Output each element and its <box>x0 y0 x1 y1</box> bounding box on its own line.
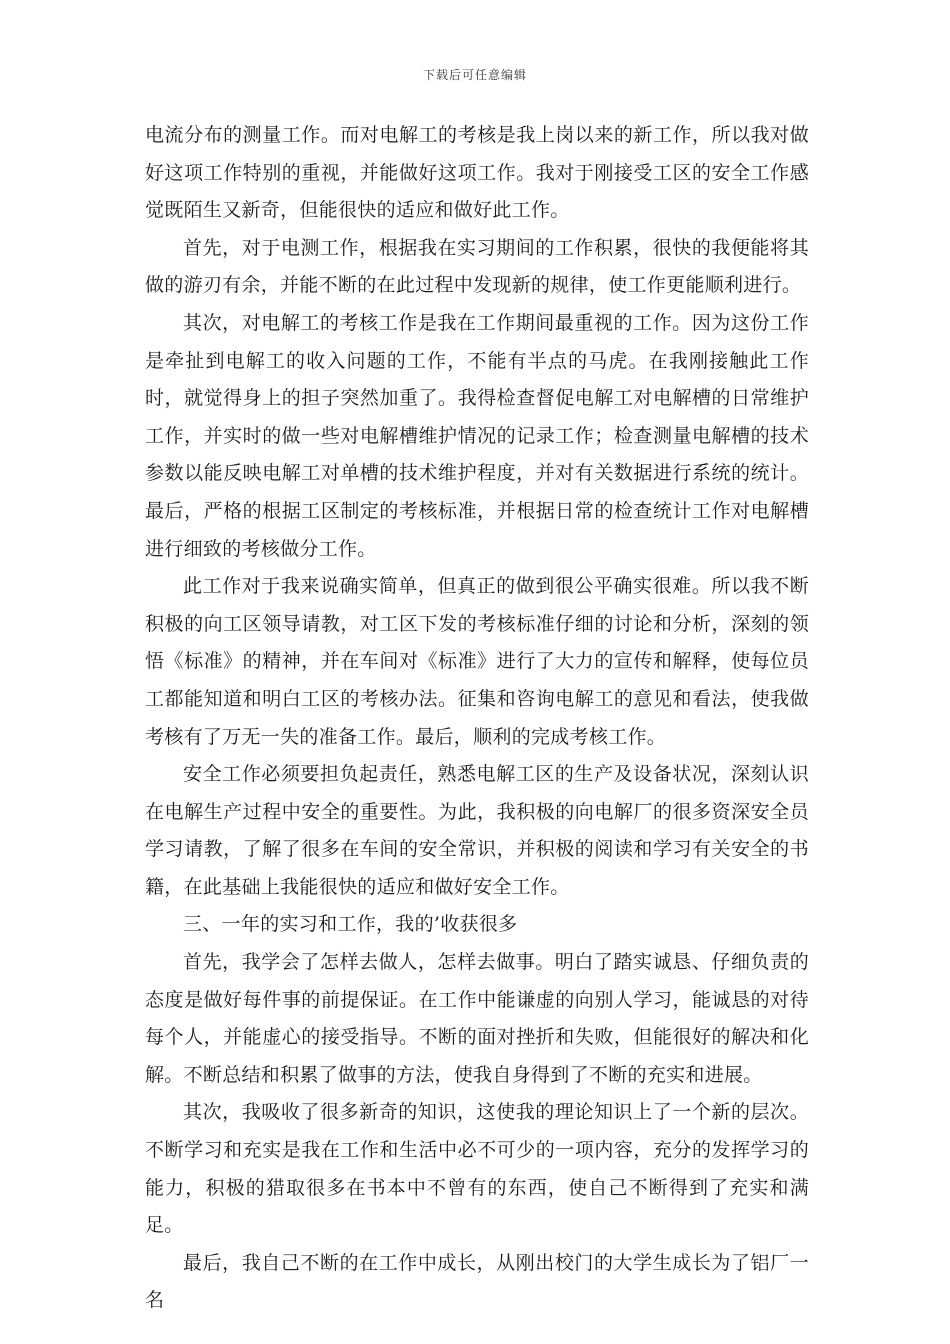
document-body <box>145 117 809 1320</box>
paragraph: 其次，对电解工的考核工作是我在工作期间最重视的工作。因为这份工作是牵扯到电解工的收入问题的工作，不能有半点的马虎。在我刚接触此工作时，就觉得身上的担子突然加重了。我得检查督促电解工对电解槽的日常维护工作，并实时的做一些对电解槽维护情况的记录工作；检查测量电解槽的技术参数以能反映电解工对单槽的技术维护程度，并对有关数据进行系统的统计。最后，严格的根据工区制定的考核标准，并根据日常的检查统计工作对电解槽进行细致的考核做分工作。 <box>145 311 809 560</box>
paragraph: 其次，我吸收了很多新奇的知识，这使我的理论知识上了一个新的层次。不断学习和充实是我在工作和生活中必不可少的一项内容，充分的发挥学习的能力，积极的猎取很多在书本中不曾有的东西，使自己不断得到了充实和满足。 <box>145 1101 809 1237</box>
paragraph: 安全工作必须要担负起责任，熟悉电解工区的生产及设备状况，深刻认识在电解生产过程中安全的重要性。为此，我积极的向电解厂的很多资深安全员学习请教，了解了很多在车间的安全常识，并积极的阅读和学习有关安全的书籍，在此基础上我能很快的适应和做好安全工作。 <box>145 763 809 898</box>
paragraph: 首先，对于电测工作，根据我在实习期间的工作积累，很快的我便能将其做的游刃有余，并能不断的在此过程中发现新的规律，使工作更能顺利进行。 <box>145 236 809 297</box>
paragraph: 首先，我学会了怎样去做人，怎样去做事。明白了踏实诚恳、仔细负责的态度是做好每件事的前提保证。在工作中能谦虚的向别人学习，能诚恳的对待每个人，并能虚心的接受指导。不断的面对挫折和失败，但能很好的解决和化解。不断总结和积累了做事的方法，使我自身得到了不断的充实和进展。 <box>145 951 809 1086</box>
section-heading: 三、一年的实习和工作，我的’收获很多 <box>183 913 518 936</box>
paragraph: 此工作对于我来说确实简单，但真正的做到很公平确实很难。所以我不断积极的向工区领导请教，对工区下发的考核标准仔细的讨论和分析，深刻的领悟《标准》的精神，并在车间对《标准》进行了大力的宣传和解释，使每位员工都能知道和明白工区的考核办法。征集和咨询电解工的意见和看法，使我做考核有了万无一失的准备工作。最后，顺利的完成考核工作。 <box>145 575 809 748</box>
page-header: 下载后可任意编辑 <box>422 68 527 82</box>
paragraph: 电流分布的测量工作。而对电解工的考核是我上岗以来的新工作，所以我对做好这项工作特别的重视，并能做好这项工作。我对于刚接受工区的安全工作感觉既陌生又新奇，但能很快的适应和做好此工作。 <box>145 124 809 222</box>
paragraph: 最后，我自己不断的在工作中成长，从刚出校门的大学生成长为了铝厂一名 <box>145 1251 809 1312</box>
